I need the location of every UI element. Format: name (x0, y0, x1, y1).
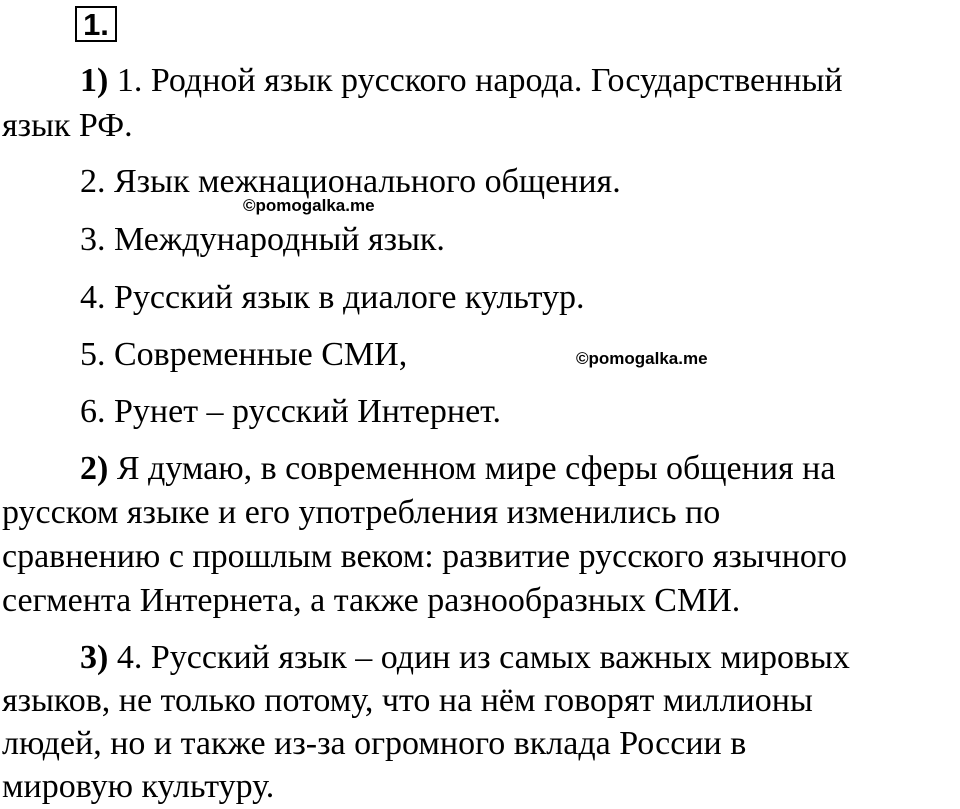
watermark-2: ©pomogalka.me (576, 349, 708, 368)
section3-line-4: мировую культуру. (2, 768, 275, 805)
section1-first-line (80, 61, 843, 101)
task-number-box: 1. (75, 6, 117, 42)
section2-line-2: русском языке и его употребления изменились по (2, 494, 721, 531)
section1-item-3: 3. Международный язык. (80, 221, 445, 258)
section3-first-line (80, 638, 850, 678)
section2-label: 2) (80, 450, 109, 487)
watermark-1: ©pomogalka.me (243, 196, 375, 215)
section1-label: 1) (80, 62, 109, 99)
section3-line-2: языков, не только потому, что на нём говорят миллионы (2, 682, 813, 719)
section2-line-3: сравнению с прошлым веком: развитие русского язычного (2, 538, 848, 575)
section1-item-4: 4. Русский язык в диалоге культур. (80, 279, 585, 316)
section1-item-6: 6. Рунет – русский Интернет. (80, 393, 501, 430)
section3-line-3: людей, но и также из-за огромного вклада России в (2, 725, 747, 762)
section3-label: 3) (80, 639, 109, 676)
section1-second-line: язык РФ. (2, 107, 133, 144)
section1-item-2: 2. Язык межнационального общения. (80, 163, 621, 200)
section2-first-line-text: Я думаю, в современном мире сферы общения на (108, 450, 836, 487)
section1-first-line-text: 1. Родной язык русского народа. Государственный (108, 62, 843, 99)
section2-line-4: сегмента Интернета, а также разнообразных СМИ. (2, 582, 741, 619)
section1-item-5: 5. Современные СМИ, (80, 336, 408, 373)
section3-first-line-text: 4. Русский язык – один из самых важных мировых (108, 639, 850, 676)
section2-first-line (80, 449, 835, 489)
